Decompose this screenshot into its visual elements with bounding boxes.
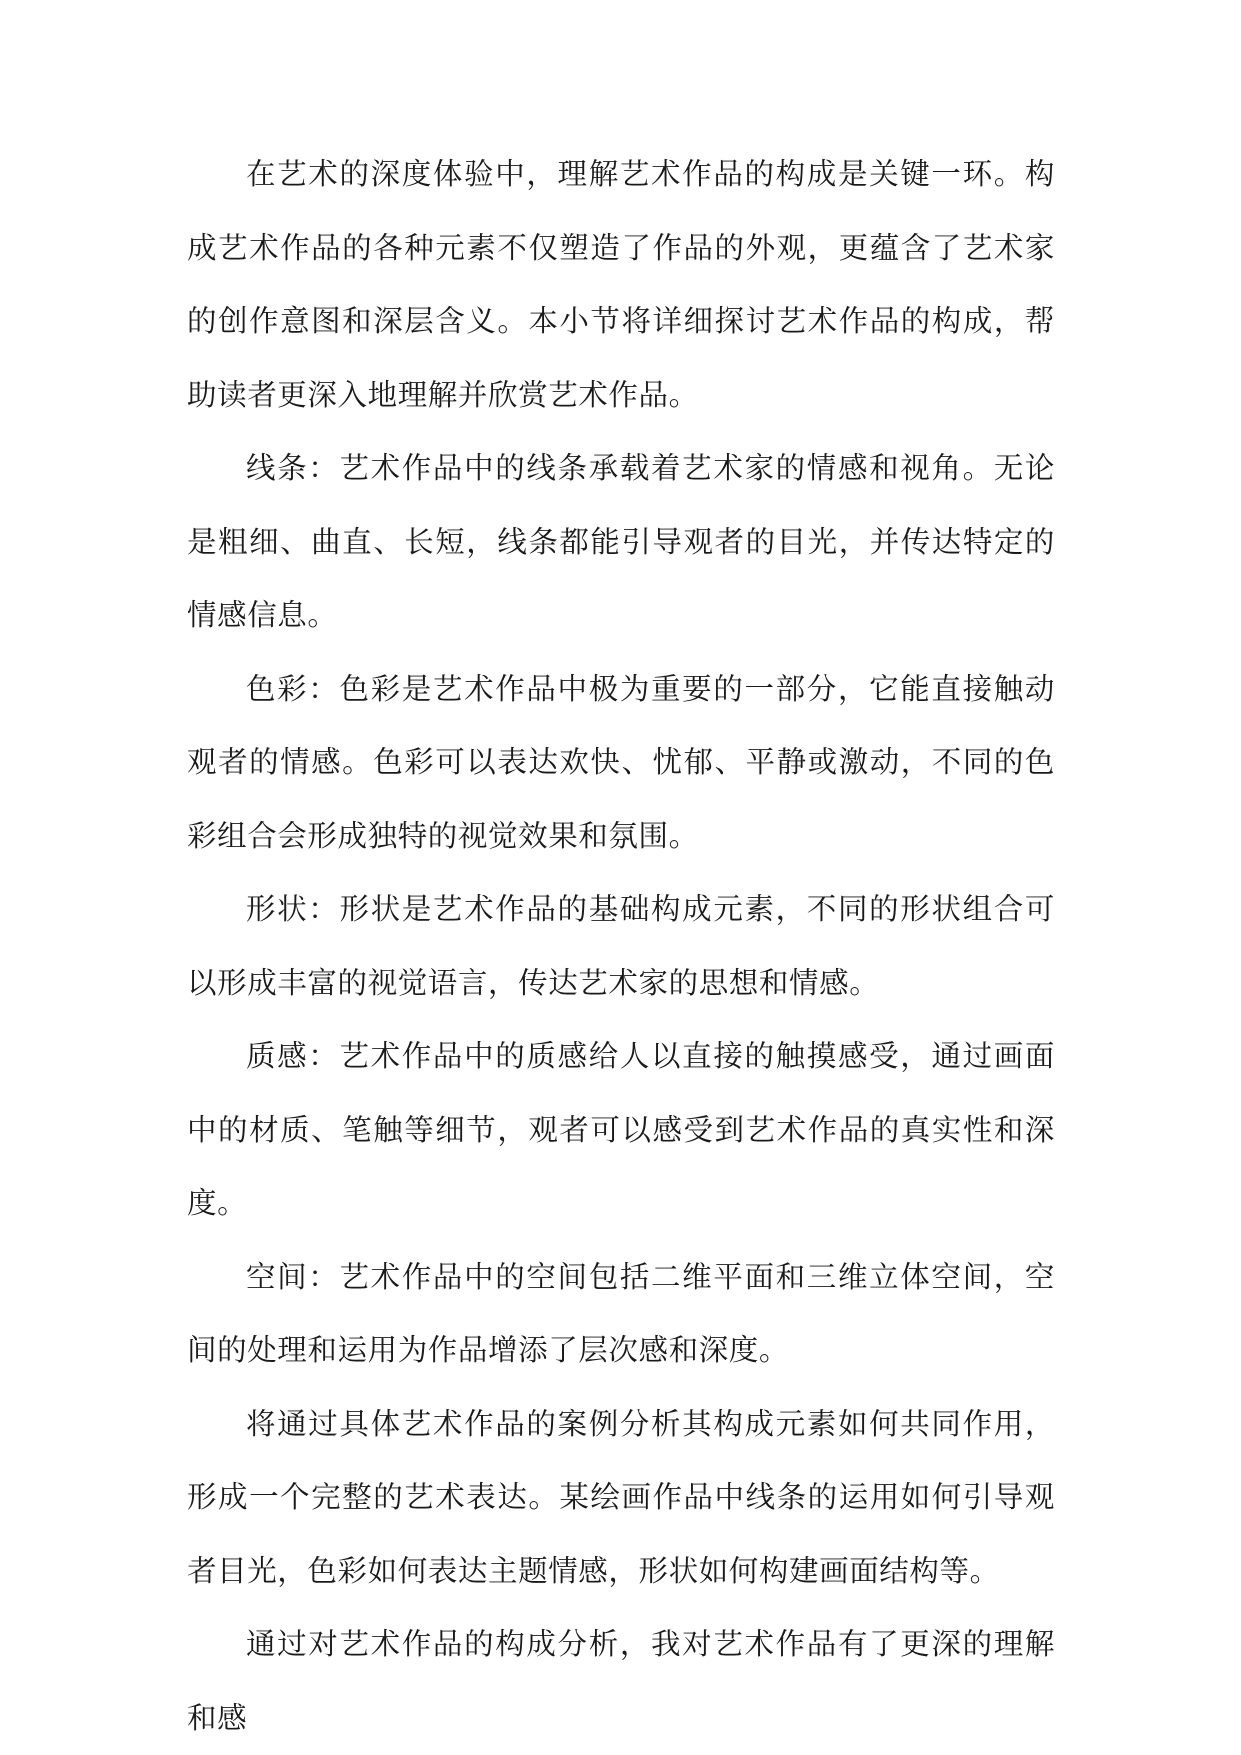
- paragraph-lines: 线条：艺术作品中的线条承载着艺术家的情感和视角。无论是粗细、曲直、长短，线条都能引导观者的目光，并传达特定的情感信息。: [187, 451, 1055, 632]
- paragraph-case-analysis: 将通过具体艺术作品的案例分析其构成元素如何共同作用，形成一个完整的艺术表达。某绘画作品中线条的运用如何引导观者目光，色彩如何表达主题情感，形状如何构建画面结构等。: [187, 1406, 1055, 1588]
- paragraph-texture: 质感：艺术作品中的质感给人以直接的触摸感受，通过画面中的材质、笔触等细节，观者可以感受到艺术作品的真实性和深度。: [187, 1039, 1055, 1220]
- paragraph-space: 空间：艺术作品中的空间包括二维平面和三维立体空间，空间的处理和运用为作品增添了层次感和深度。: [187, 1259, 1055, 1367]
- body-text: [187, 138, 1055, 1755]
- paragraph-intro: 在艺术的深度体验中，理解艺术作品的构成是关键一环。构成艺术作品的各种元素不仅塑造了作品的外观，更蕴含了艺术家的创作意图和深层含义。本小节将详细探讨艺术作品的构成，帮助读者更深入地理解并欣赏艺术作品。: [187, 157, 1055, 412]
- paragraph-shape: 形状：形状是艺术作品的基础构成元素，不同的形状组合可以形成丰富的视觉语言，传达艺术家的思想和情感。: [187, 892, 1055, 1000]
- paragraph-conclusion: 通过对艺术作品的构成分析，我对艺术作品有了更深的理解和感: [187, 1627, 1055, 1735]
- paragraph-color: 色彩：色彩是艺术作品中极为重要的一部分，它能直接触动观者的情感。色彩可以表达欢快、忧郁、平静或激动，不同的色彩组合会形成独特的视觉效果和氛围。: [187, 671, 1055, 853]
